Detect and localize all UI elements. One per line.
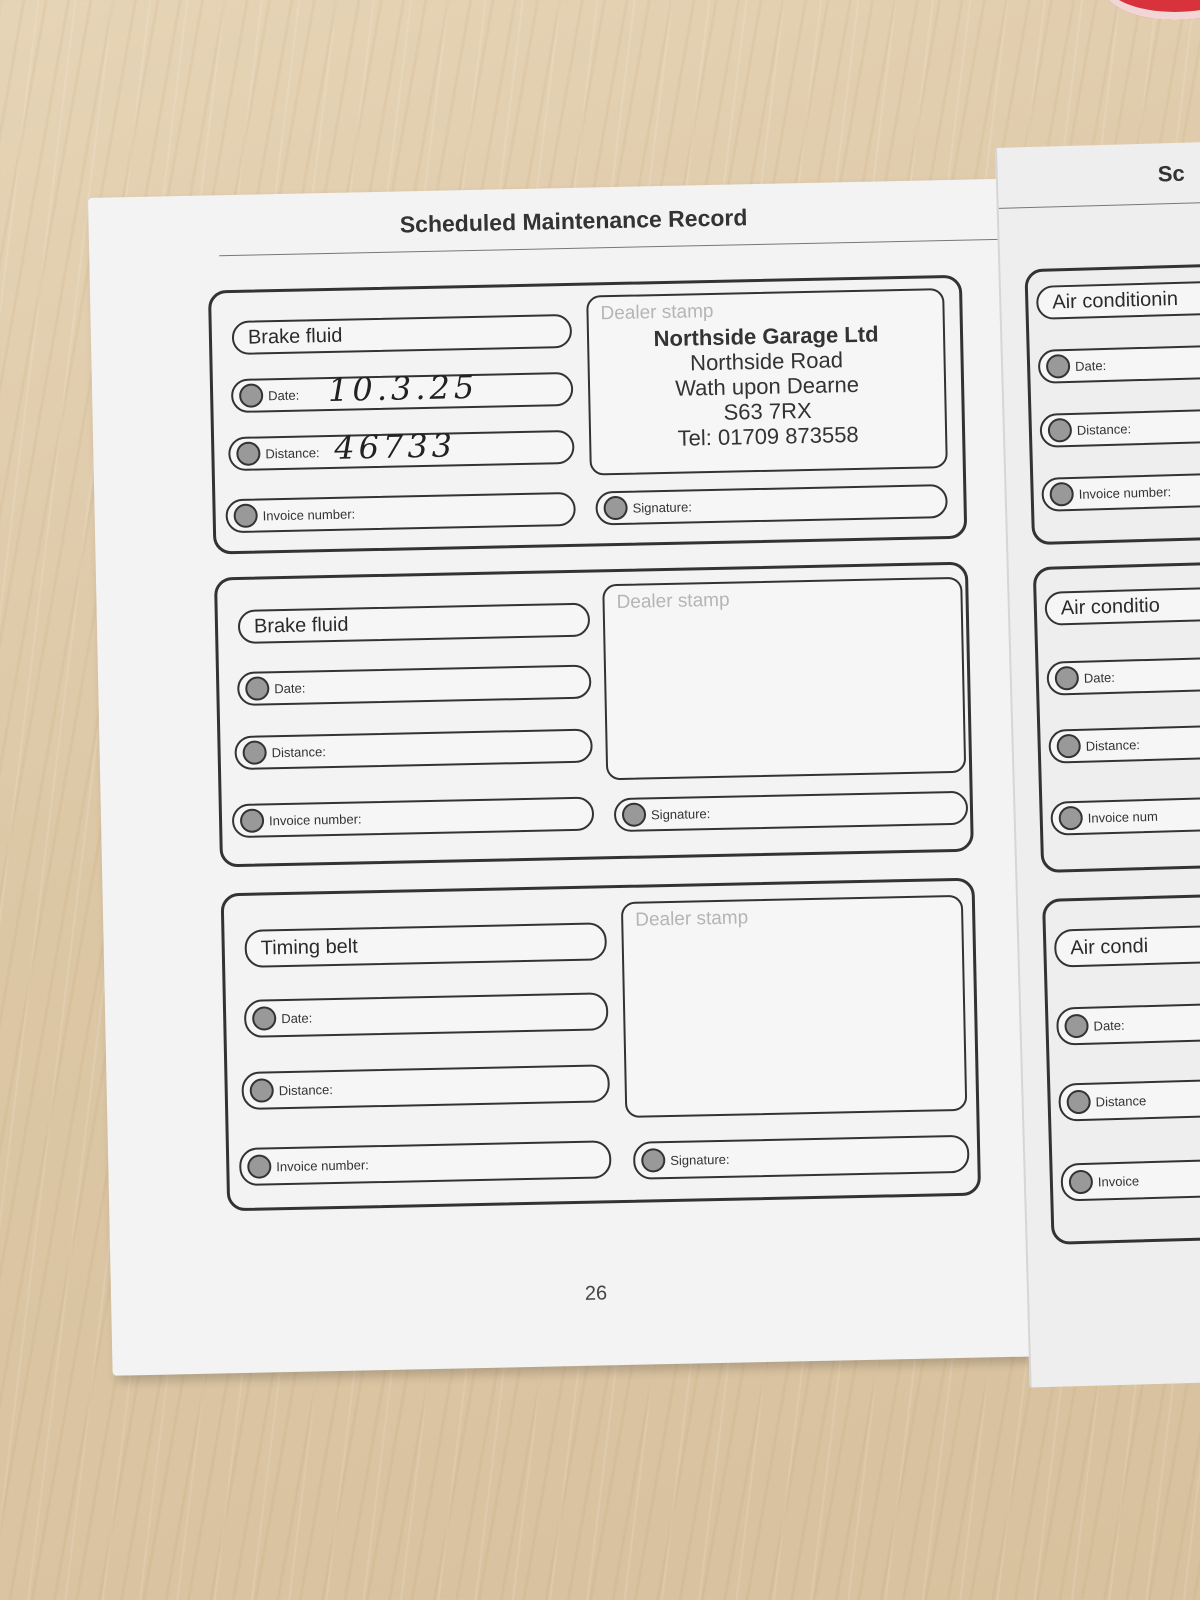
invoice-label: Invoice number: — [262, 505, 356, 523]
service-name-pill — [238, 603, 591, 644]
right-invoice-label: Invoice num — [1087, 808, 1159, 826]
service-name-pill — [244, 922, 607, 968]
distance-field[interactable] — [241, 1064, 610, 1110]
right-distance-label: Distance: — [1076, 420, 1132, 438]
right-invoice-field[interactable] — [1041, 471, 1200, 512]
service-name: Brake fluid — [247, 324, 343, 349]
signature-label: Signature: — [632, 498, 693, 516]
invoice-label: Invoice number: — [276, 1156, 369, 1174]
right-record-card-1 — [1024, 262, 1200, 545]
right-distance-circle-icon — [1066, 1090, 1091, 1115]
signature-field[interactable] — [633, 1135, 970, 1180]
signature-label: Signature: — [650, 805, 711, 822]
right-date-label: Date: — [1074, 357, 1107, 374]
red-object-corner — [1105, 0, 1200, 20]
invoice-field[interactable] — [232, 797, 595, 839]
signature-circle-icon — [622, 802, 646, 826]
date-field[interactable] — [237, 665, 592, 706]
right-date-circle-icon — [1064, 1014, 1089, 1039]
stamp-town: Wath upon Dearne — [674, 371, 860, 401]
record-card-3 — [221, 878, 981, 1212]
right-date-field[interactable] — [1038, 343, 1200, 384]
right-invoice-circle-icon — [1069, 1170, 1094, 1195]
invoice-field[interactable] — [225, 492, 576, 533]
date-field[interactable] — [244, 992, 609, 1038]
page-number: 26 — [584, 1282, 608, 1305]
right-page-divider — [999, 201, 1200, 209]
right-date-label: Date: — [1083, 669, 1116, 686]
invoice-label: Invoice number: — [268, 810, 362, 828]
dealer-stamp-box — [602, 577, 966, 780]
right-distance-field[interactable] — [1039, 407, 1200, 448]
signature-field[interactable] — [614, 791, 969, 832]
right-distance-field[interactable] — [1058, 1076, 1200, 1121]
date-label: Date: — [281, 1009, 313, 1026]
stamp-company: Northside Garage Ltd — [653, 321, 879, 352]
signature-circle-icon — [641, 1148, 665, 1172]
right-distance-label: Distance: — [1085, 736, 1141, 754]
invoice-circle-icon — [247, 1154, 271, 1178]
right-service-name: Air conditionin — [1052, 287, 1179, 313]
dealer-stamp-label: Dealer stamp — [616, 589, 730, 614]
record-card-1 — [208, 275, 967, 555]
right-invoice-field[interactable] — [1050, 794, 1200, 835]
invoice-field[interactable] — [239, 1140, 612, 1186]
right-service-name: Air conditio — [1060, 594, 1161, 619]
distance-circle-icon — [249, 1078, 273, 1102]
signature-field[interactable] — [595, 484, 948, 525]
distance-field[interactable] — [234, 729, 593, 770]
distance-label: Distance: — [278, 1081, 334, 1098]
handwritten-date: 10.3.25 — [327, 367, 479, 410]
distance-label: Distance: — [265, 444, 320, 461]
date-circle-icon — [252, 1006, 276, 1030]
handwritten-distance: 46733 — [333, 426, 457, 467]
right-record-card-2 — [1033, 560, 1200, 873]
dealer-stamp-box — [621, 895, 967, 1118]
distance-circle-icon — [236, 441, 260, 465]
title-divider — [219, 238, 1029, 256]
right-record-card-3 — [1042, 892, 1200, 1245]
date-label: Date: — [268, 387, 300, 403]
stamp-postcode: S63 7RX — [723, 397, 812, 425]
distance-label: Distance: — [271, 743, 326, 760]
page-title: Scheduled Maintenance Record — [399, 204, 748, 238]
right-distance-field[interactable] — [1048, 722, 1200, 763]
stamp-tel: Tel: 01709 873558 — [677, 421, 859, 451]
signature-circle-icon — [603, 496, 627, 520]
signature-label: Signature: — [670, 1151, 730, 1168]
right-distance-circle-icon — [1048, 418, 1073, 443]
right-service-pill — [1036, 279, 1200, 320]
right-invoice-label: Invoice — [1097, 1172, 1140, 1190]
service-name: Brake fluid — [253, 613, 349, 638]
right-date-field[interactable] — [1046, 655, 1200, 696]
right-invoice-circle-icon — [1049, 482, 1074, 507]
service-name: Timing belt — [260, 935, 359, 960]
right-page — [995, 141, 1200, 1388]
date-label: Date: — [274, 680, 306, 696]
date-circle-icon — [245, 676, 269, 700]
dealer-stamp — [589, 320, 946, 452]
right-date-circle-icon — [1055, 666, 1080, 691]
right-service-pill — [1054, 922, 1200, 967]
dealer-stamp-label: Dealer stamp — [635, 907, 749, 931]
right-distance-label: Distance — [1095, 1092, 1147, 1110]
service-name-pill — [232, 314, 573, 355]
right-service-name: Air condi — [1070, 934, 1149, 959]
right-page-title: Sc — [1157, 160, 1186, 187]
invoice-circle-icon — [240, 808, 264, 832]
invoice-circle-icon — [233, 504, 257, 528]
right-invoice-circle-icon — [1058, 806, 1083, 831]
right-date-field[interactable] — [1056, 1000, 1200, 1045]
dealer-stamp-box — [586, 288, 948, 475]
right-service-pill — [1044, 585, 1200, 626]
right-invoice-field[interactable] — [1060, 1156, 1200, 1201]
date-circle-icon — [239, 383, 263, 407]
record-card-2 — [214, 562, 974, 868]
maintenance-page — [88, 178, 1082, 1376]
right-invoice-label: Invoice number: — [1078, 483, 1172, 502]
right-date-label: Date: — [1093, 1017, 1125, 1034]
right-date-circle-icon — [1046, 354, 1071, 379]
distance-circle-icon — [242, 740, 266, 764]
right-distance-circle-icon — [1056, 734, 1081, 759]
stamp-street: Northside Road — [689, 347, 844, 376]
dealer-stamp-label: Dealer stamp — [600, 300, 714, 325]
